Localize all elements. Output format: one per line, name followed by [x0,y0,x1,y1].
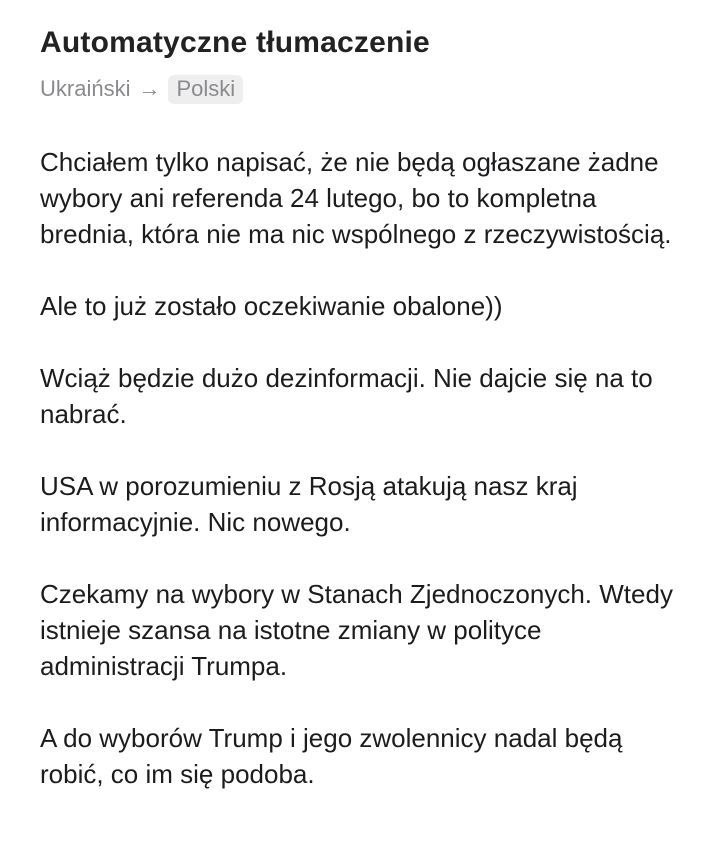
arrow-right-icon: → [138,76,161,101]
paragraph: Chciałem tylko napisać, że nie będą ogłaszane żadne wybory ani referenda 24 lutego, bo to kompletna brednia, która nie ma nic wspólnego z rzeczywistością. [40,147,672,249]
paragraph: Ale to już zostało oczekiwanie obalone)) [40,291,503,321]
language-pair [40,72,680,106]
page-title: Automatyczne tłumaczenie [40,26,430,59]
paragraph: A do wyborów Trump i jego zwolennicy nadal będą robić, co im się podoba. [40,723,623,789]
paragraph: Wciąż będzie dużo dezinformacji. Nie dajcie się na to nabrać. [40,363,653,429]
target-language-button[interactable]: Polski [168,75,243,104]
paragraph: Czekamy na wybory w Stanach Zjednoczonych. Wtedy istnieje szansa na istotne zmiany w polityce administracji Trumpa. [40,579,673,681]
translated-text [40,144,680,792]
source-language: Ukraiński [40,76,131,101]
paragraph: USA w porozumieniu z Rosją atakują nasz kraj informacyjnie. Nic nowego. [40,471,578,537]
